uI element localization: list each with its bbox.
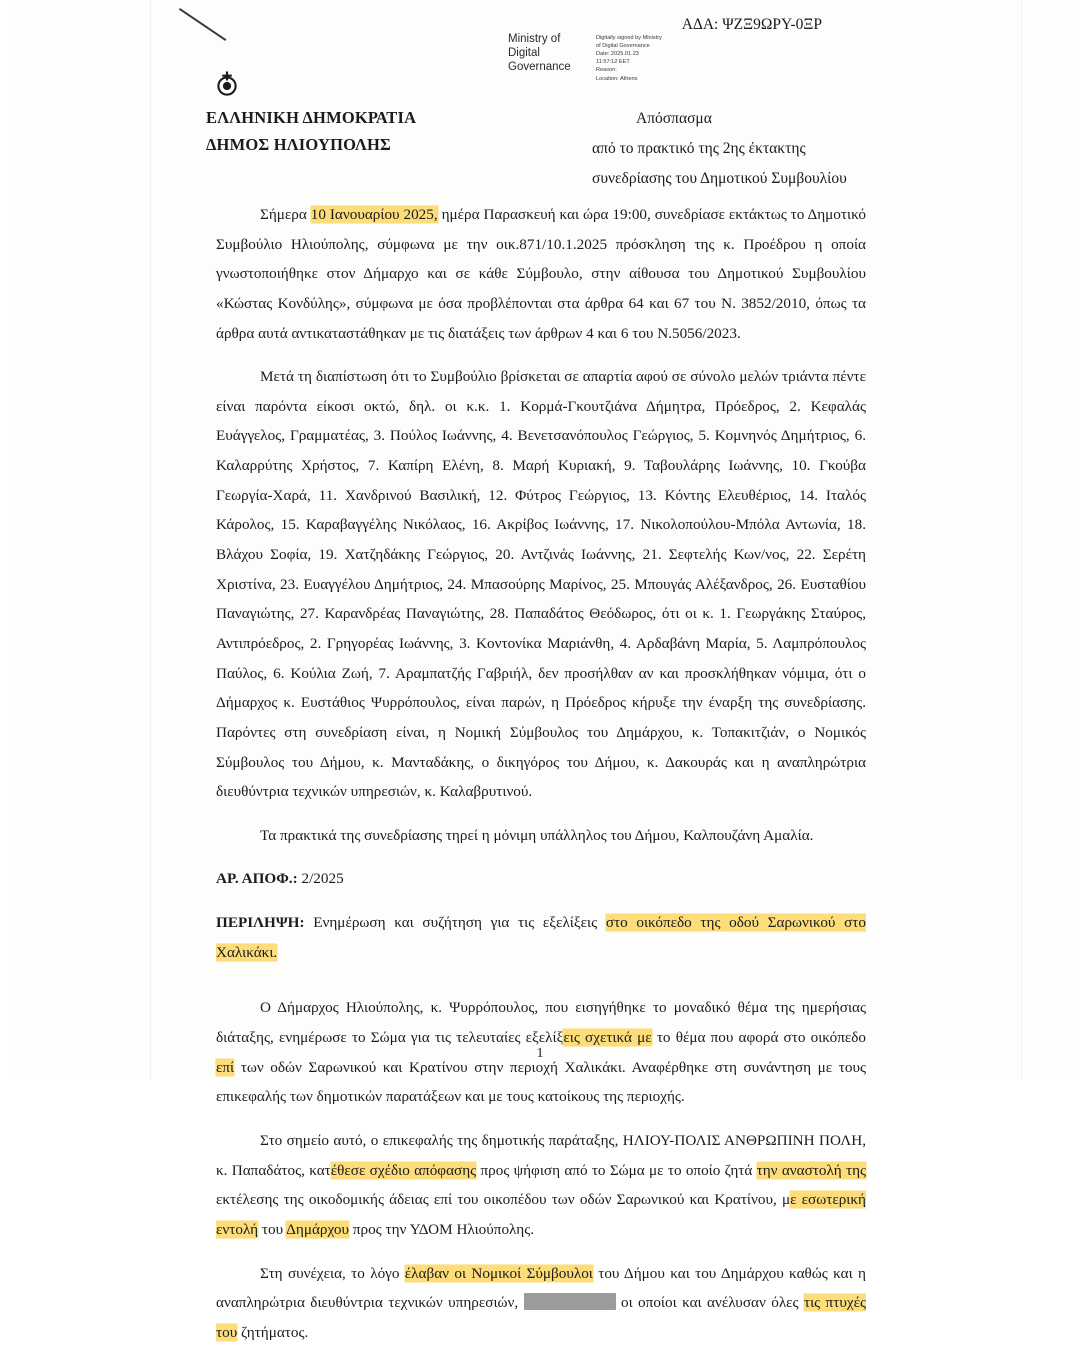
p6-text-d: ζητήματος. — [237, 1323, 309, 1341]
scan-edge-left — [0, 0, 151, 1080]
summary-line — [216, 908, 866, 967]
digital-signature-details: Digitally signed by Ministry of Digital Governance Date: 2025.01.23 11:57:12 EET Reason: Location: Athens — [596, 35, 662, 82]
highlight-p6-1: έλαβαν οι Νομικοί Σύμβουλοι — [404, 1264, 593, 1282]
decision-number-line — [216, 864, 866, 894]
highlight-p4-1: εις σχετικά με — [563, 1029, 652, 1047]
p4-text-a: Ο Δήμαρχος Ηλιούπολης, κ. Ψυρρόπουλος, που εισηγήθηκε το μοναδικό θέμα της ημερήσιας διάταξης, ενημέρωσε το Σώμα για τις τελευταίες εξελίξ — [216, 999, 866, 1047]
highlight-p4-2: επί — [216, 1058, 235, 1076]
organization-header — [206, 104, 416, 158]
highlight-p5-3: ε εσωτερική εντολή — [216, 1191, 866, 1238]
scan-corner-mark — [180, 8, 226, 42]
p6-text-a: Στη συνέχεια, το λόγο — [260, 1264, 405, 1282]
highlight-p6-2: τις πτυχές του — [216, 1294, 866, 1341]
decision-number-value: 2/2025 — [297, 870, 344, 888]
org-line-2: ΔΗΜΟΣ ΗΛΙΟΥΠΟΛΗΣ — [206, 135, 392, 155]
org-line-1: ΕΛΛΗΝΙΚΗ ΔΗΜΟΚΡΑΤΙΑ — [206, 108, 417, 127]
paragraph-quorum-and-attendance: Μετά τη διαπίστωση ότι το Συμβούλιο βρίσκεται σε απαρτία αφού σε σύνολο μελών τριάντα πέντε είναι παρόντα είκοσι οκτώ, δηλ. οι κ.κ. 1. Κορμά-Γκουτζιάνα Δήμητρα, Πρόεδρος, 2. Κεφαλάς Ευάγγελος, Γραμματέας, 3. Πούλος Ιωάννης, 4. Βενετσανόπουλος Γεώργιος, 5. Κομνηνός Δημήτριος, 6. Καλαρρύτης Χρήστος, 7. Καπίρη Ελένη, 8. Μαρή Κυριακή, 9. Ταβουλάρης Ιωάννης, 10. Γκούβα Γεωργία-Χαρά, 11. Χανδρινού Βασιλική, 12. Φύτρος Γεώργιος, 13. Κόντης Ελευθέριος, 14. Ιταλός Κάρολος, 15. Καραβαγγέλης Νικόλαος, 16. Ακρίβος Ιωάννης, 17. Νικολοπούλου-Μπόλα Αντωνία, 18. Βλάχου Σοφία, 19. Χατζηδάκης Γεώργιος, 20. Αντζινάς Ιωάννης, 21. Σεφτελής Κων/νος, 22. Σερέτη Χριστίνα, 23. Ευαγγέλου Δημήτριος, 24. Μπασούρης Μαρίνος, 25. Μπουγάς Αλέξανδρος, 26. Ευσταθίου Παναγιώτης, 27. Καρανδρέας Παναγιώτης, 28. Παπαδάτος Θεόδωρος, ότι οι κ. 1. Γεωργάκης Σταύρος, Αντιπρόεδρος, 2. Γρηγορέας Ιωάννης, 3. Κοντονίκα Μαριάνθη, 4. Αρδαβάνη Μαρία, 5. Λαμπρόπουλος Παύλος, 6. Κούλια Ζωή, 7. Αραμπατζής Γαβριήλ, δεν προσήλθαν αν και προσκλήθηκαν νόμιμα, ότι ο Δήμαρχος κ. Ευστάθιος Ψυρρόπουλος, είναι παρών, η Πρόεδρος κήρυξε την έναρξη της συνεδρίασης. Παρόντες στη συνεδρίαση είναι, η Νομική Σύμβουλος του Δημάρχου, κ. Τοπακιτζιάν, ο Νομικός Σύμβουλος του Δήμου, κ. Μανταδάκης, ο δικηγόρος του Δήμου, κ. Δακουράς και η αναπληρώτρια διευθύντρια τεχνικών υπηρεσιών, κ. Καλαβρυτινού. — [216, 368, 866, 801]
page-number: 1 — [536, 1046, 544, 1061]
highlight-p5-2: την αναστολή της — [756, 1161, 867, 1179]
paragraph-session-opening — [216, 200, 866, 348]
highlight-p5-4: Δημάρχου — [286, 1220, 350, 1238]
paragraph-legal-advisors — [216, 1259, 866, 1348]
summary-text-a: Ενημέρωση και συζήτηση για τις εξελίξεις — [304, 914, 606, 932]
excerpt-line-1: από το πρακτικό της 2ης έκτακτης — [592, 140, 806, 158]
decision-number-label: ΑΡ. ΑΠΟΦ.: — [216, 870, 298, 888]
highlight-summary-subject: στο οικόπεδο της οδού Σαρωνικού στο Χαλικάκι. — [216, 914, 866, 961]
highlight-p5-1: έθεσε σχέδιο απόφασης — [330, 1161, 477, 1179]
p5-text-d: του — [258, 1220, 287, 1238]
p5-text-c: εκτέλεσης της οικοδομικής άδειας επί του οικοπέδου των οδών Σαρωνικού και Κρατίνου, μ — [216, 1191, 791, 1209]
redacted-name — [524, 1293, 616, 1310]
ada-code: ΑΔΑ: ΨΖΞ9ΩΡΥ-0ΞΡ — [681, 16, 822, 33]
p4-text-b: το θέμα που αφορά στο οικόπεδο — [651, 1029, 866, 1047]
excerpt-line-2: συνεδρίασης του Δημοτικού Συμβουλίου — [592, 170, 847, 188]
ministry-signature-block — [508, 32, 808, 83]
ministry-name: Ministry of Digital Governance — [508, 33, 571, 74]
summary-label: ΠΕΡΙΛΗΨΗ: — [216, 914, 305, 932]
excerpt-header — [592, 104, 847, 195]
excerpt-title: Απόσπασμα — [636, 110, 712, 127]
p1-text-a: Σήμερα — [260, 206, 311, 223]
document-body — [216, 200, 866, 1361]
p1-text-b: ημέρα Παρασκευή και ώρα 19:00, συνεδρίασε εκτάκτως το Δημοτικό Συμβούλιο Ηλιούπολης, σύμφωνα με την οικ.871/10.1.2025 πρόσκληση της κ. Προέδρου η οποία γνωστοποιήθηκε στον Δήμαρχο και σε κάθε Σύμβουλο, στην αίθουσα του Δημοτικού Συμβουλίου «Κώστας Κονδύλης», σύμφωνα με όσα προβλέπονται στα άρθρα 64 και 67 του Ν. 3852/2010, όπως τα άρθρα αυτά αντικαταστάθηκαν με τις διατάξεις των άρθρων 4 και 6 του Ν.5056/2023. — [216, 206, 866, 342]
p6-text-b: του Δήμου και του Δημάρχου καθώς και η αναπληρώτρια διευθύντρια τεχνικών υπηρεσιών, — [216, 1264, 866, 1312]
p5-text-a: Στο σημείο αυτό, ο επικεφαλής της δημοτικής παράταξης, ΗΛΙΟΥ-ΠΟΛΙΣ ΑΝΘΡΩΠΙΝΗ ΠΟΛΗ, κ. Παπαδάτος, κατ — [216, 1131, 866, 1179]
highlight-session-date: 10 Ιανουαρίου 2025, — [310, 206, 438, 223]
scan-edge-right — [1021, 0, 1080, 1080]
paragraph-minutes-keeper: Τα πρακτικά της συνεδρίασης τηρεί η μόνιμη υπάλληλος του Δήμου, Καλπουζάνη Αμαλία. — [260, 826, 814, 844]
p6-text-c: οι οποίοι και ανέλυσαν όλες — [615, 1294, 804, 1312]
greek-republic-emblem-icon — [212, 70, 242, 100]
p5-text-e: προς την ΥΔΟΜ Ηλιούπολης. — [349, 1220, 535, 1238]
p5-text-b: προς ψήφιση από το Σώμα με το οποίο ζητά — [476, 1161, 757, 1179]
p4-text-c: των οδών Σαρωνικού και Κρατίνου στην περιοχή Χαλικάκι. Αναφέρθηκε στη συνάντηση με τους επικεφαλής των δημοτικών παρατάξεων και με τους κατοίκους της περιοχής. — [216, 1058, 866, 1106]
paragraph-opposition-proposal — [216, 1126, 866, 1245]
